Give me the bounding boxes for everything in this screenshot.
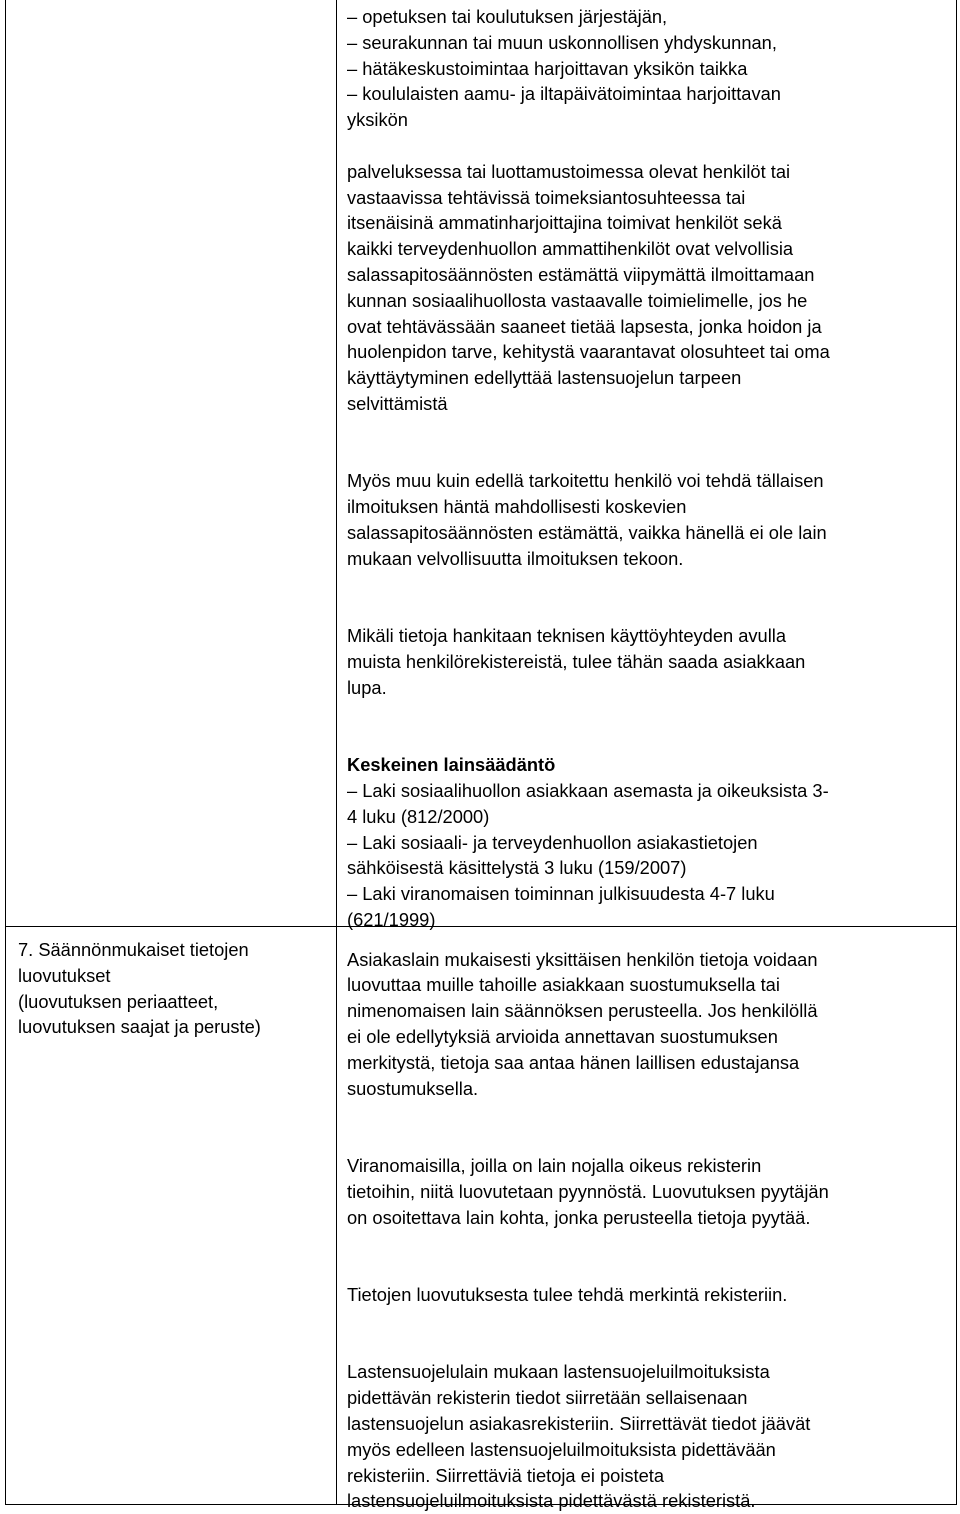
text-line: ilmoituksen häntä mahdollisesti koskevien (347, 496, 687, 518)
legislation-item (347, 881, 947, 933)
legislation-line: sähköisestä käsittelystä 3 luku (159/2007) (347, 857, 687, 879)
label-line: (luovutuksen periaatteet, (18, 990, 219, 1012)
column-divider (336, 0, 337, 1505)
bullet-item (347, 4, 947, 30)
paragraph-voluntary-notice (347, 468, 947, 571)
text-line: nimenomaisen lain säännöksen perusteella. Jos henkilöllä (347, 1000, 818, 1022)
text-line: salassapitosäännösten estämättä viipymättä ilmoittamaan (347, 263, 815, 285)
text-line: rekisteriin. Siirrettäviä tietoja ei poisteta (347, 1464, 665, 1486)
text-line: käyttäytyminen edellyttää lastensuojelun tarpeen (347, 367, 742, 389)
text-line: itsenäisinä ammatinharjoittajina toimivat henkilöt sekä (347, 212, 782, 234)
text-line: vastaavissa tehtävissä toimeksiantosuhteessa tai (347, 186, 746, 208)
text-line: pidettävän rekisterin tiedot siirretään sellaisenaan (347, 1387, 748, 1409)
bullet-line: – koululaisten aamu- ja iltapäivätoimintaa harjoittavan (347, 83, 781, 105)
legislation-item (347, 830, 947, 882)
paragraph-child-welfare-transfer (347, 1359, 947, 1514)
paragraph-technical-access (347, 623, 947, 700)
text-line: palveluksessa tai luottamustoimessa olevat henkilöt tai (347, 160, 791, 182)
text-line: suostumuksella. (347, 1077, 479, 1099)
text-line: lastensuojelun asiakasrekisteriin. Siirrettävät tiedot jäävät (347, 1413, 811, 1435)
bullet-line: – seurakunnan tai muun uskonnollisen yhdyskunnan, (347, 31, 777, 53)
text-line: huolenpidon tarve, kehitystä vaarantavat olosuhteet tai oma (347, 341, 830, 363)
bullet-list (347, 4, 947, 133)
paragraph-obligation (347, 159, 947, 417)
label-line: luovutuksen saajat ja peruste) (18, 1016, 261, 1038)
text-line: Myös muu kuin edellä tarkoitettu henkilö voi tehdä tällaisen (347, 470, 824, 492)
text-line: kaikki terveydenhuollon ammattihenkilöt ovat velvollisia (347, 238, 794, 260)
text-line: muista henkilörekistereistä, tulee tähän saada asiakkaan (347, 650, 806, 672)
text-line: myös edelleen lastensuojeluilmoituksista pidettävään (347, 1438, 776, 1460)
text-line: Asiakaslain mukaisesti yksittäisen henkilön tietoja voidaan (347, 948, 818, 970)
text-line: Tietojen luovutuksesta tulee tehdä merkintä rekisteriin. (347, 1284, 788, 1306)
legislation-line: – Laki viranomaisen toiminnan julkisuudesta 4-7 luku (347, 883, 775, 905)
text-line: tietoihin, niitä luovutetaan pyynnöstä. Luovutuksen pyytäjän (347, 1180, 829, 1202)
text-line: salassapitosäännösten estämättä, vaikka hänellä ei ole lain (347, 521, 827, 543)
legislation-item (347, 778, 947, 830)
bullet-line: yksikön (347, 109, 408, 131)
legislation-line: – Laki sosiaali- ja terveydenhuollon asiakastietojen (347, 831, 758, 853)
text-line: on osoitettava lain kohta, jonka perusteella tietoja pyytää. (347, 1206, 811, 1228)
text-line: lupa. (347, 676, 387, 698)
legislation-line: – Laki sosiaalihuollon asiakkaan asemasta ja oikeuksista 3- (347, 779, 829, 801)
paragraph-authorities (347, 1153, 947, 1230)
legislation-line: (621/1999) (347, 908, 436, 930)
text-line: Viranomaisilla, joilla on lain nojalla oikeus rekisterin (347, 1155, 762, 1177)
paragraph-consent (347, 947, 947, 1102)
text-line: ei ole edellytyksiä arvioida annettavan suostumuksen (347, 1026, 778, 1048)
text-line: selvittämistä (347, 392, 448, 414)
text-line: mukaan velvollisuutta ilmoituksen tekoon. (347, 547, 684, 569)
legislation-line: 4 luku (812/2000) (347, 805, 490, 827)
text-line: Lastensuojelulain mukaan lastensuojeluilmoituksista (347, 1361, 770, 1383)
text-line: ovat tehtävässään saaneet tietää lapsesta, jonka hoidon ja (347, 315, 822, 337)
legislation-section (347, 752, 947, 933)
bullet-line: – opetuksen tai koulutuksen järjestäjän, (347, 6, 668, 27)
legislation-heading: Keskeinen lainsäädäntö (347, 754, 556, 776)
text-line: luovuttaa muille tahoille asiakkaan suostumuksella tai (347, 974, 780, 996)
bullet-item (347, 30, 947, 56)
text-line: lastensuojeluilmoituksista pidettävästä rekisteristä. (347, 1490, 756, 1512)
paragraph-register-entry (347, 1282, 947, 1308)
section-7-content (347, 947, 947, 1514)
text-line: Mikäli tietoja hankitaan teknisen käyttöyhteyden avulla (347, 625, 787, 647)
section-7-label (18, 937, 330, 1040)
right-column (347, 4, 947, 1514)
label-line: luovutukset (18, 964, 111, 986)
label-line: 7. Säännönmukaiset tietojen (18, 939, 249, 960)
text-line: kunnan sosiaalihuollosta vastaavalle toimielimelle, jos he (347, 289, 808, 311)
bullet-line: – hätäkeskustoimintaa harjoittavan yksikön taikka (347, 57, 748, 79)
bullet-item (347, 56, 947, 82)
bullet-item (347, 81, 947, 133)
text-line: merkitystä, tietoja saa antaa hänen laillisen edustajansa (347, 1051, 800, 1073)
